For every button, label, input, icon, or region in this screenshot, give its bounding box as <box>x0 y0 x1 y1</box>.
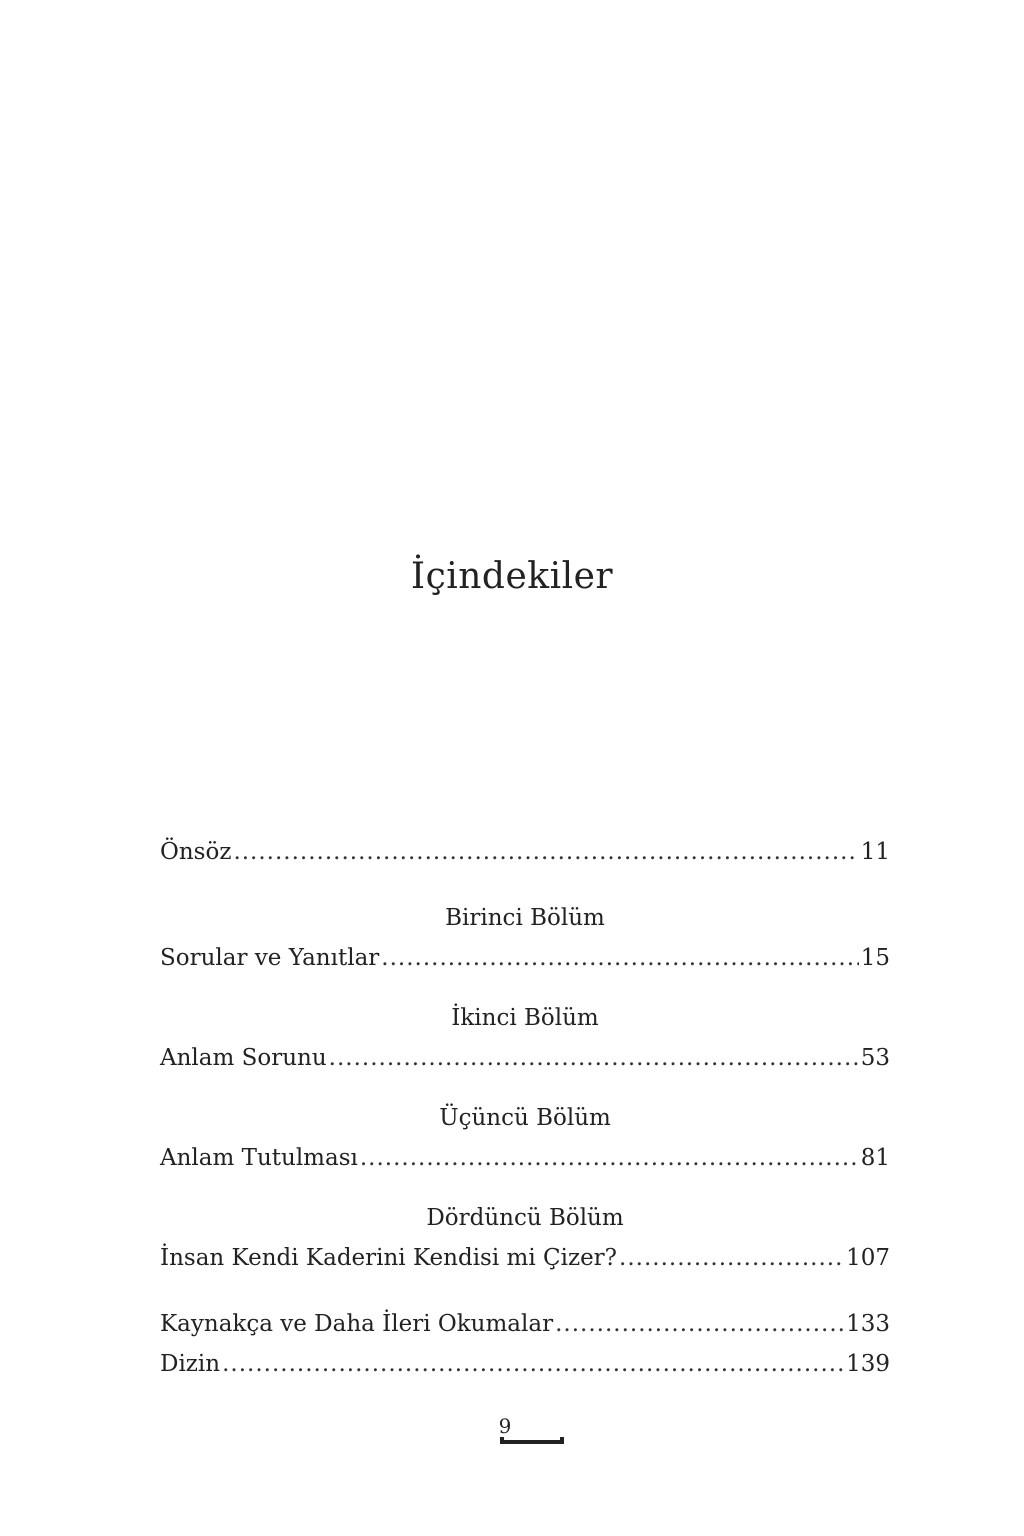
dot-leader <box>329 1038 859 1078</box>
chapter-heading-1: Birinci Bölüm <box>445 905 605 931</box>
toc-entry-chapter-3[interactable] <box>160 1138 890 1178</box>
toc-entry-label: Sorular ve Yanıtlar <box>160 945 380 971</box>
dot-leader <box>222 1344 844 1384</box>
toc-entry-label: İnsan Kendi Kaderini Kendisi mi Çizer? <box>160 1245 618 1271</box>
page-title: İçindekiler <box>410 556 614 597</box>
folio-bracket-ornament <box>500 1437 564 1444</box>
toc-entry-bibliography[interactable] <box>160 1304 890 1344</box>
toc-entry-label: Önsöz <box>160 839 232 865</box>
toc-entry-label: Dizin <box>160 1351 221 1377</box>
dot-leader <box>619 1238 844 1278</box>
toc-entry-page: 133 <box>846 1311 890 1337</box>
toc-entry-page: 81 <box>860 1145 890 1171</box>
toc-entry-chapter-4[interactable] <box>160 1238 890 1278</box>
toc-entry-label: Anlam Sorunu <box>160 1045 327 1071</box>
page-footer <box>0 1413 1024 1439</box>
toc-entry-page: 11 <box>860 839 890 865</box>
toc-entry-chapter-2[interactable] <box>160 1038 890 1078</box>
page-number: 9 <box>498 1414 512 1438</box>
toc-entry-page: 15 <box>860 945 890 971</box>
dot-leader <box>381 938 858 978</box>
table-of-contents <box>160 832 890 1384</box>
toc-entry-chapter-1[interactable] <box>160 938 890 978</box>
chapter-heading-2: İkinci Bölüm <box>451 1005 599 1031</box>
dot-leader <box>360 1138 859 1178</box>
dot-leader <box>555 1304 844 1344</box>
toc-entry-index[interactable] <box>160 1344 890 1384</box>
toc-entry-onsoz[interactable] <box>160 832 890 872</box>
toc-entry-page: 53 <box>860 1045 890 1071</box>
toc-entry-label: Anlam Tutulması <box>160 1145 358 1171</box>
toc-entry-page: 139 <box>846 1351 890 1377</box>
toc-entry-label: Kaynakça ve Daha İleri Okumalar <box>160 1311 554 1337</box>
toc-entry-page: 107 <box>846 1245 890 1271</box>
chapter-heading-4: Dördüncü Bölüm <box>426 1205 624 1231</box>
dot-leader <box>233 832 858 872</box>
chapter-heading-3: Üçüncü Bölüm <box>439 1105 611 1131</box>
